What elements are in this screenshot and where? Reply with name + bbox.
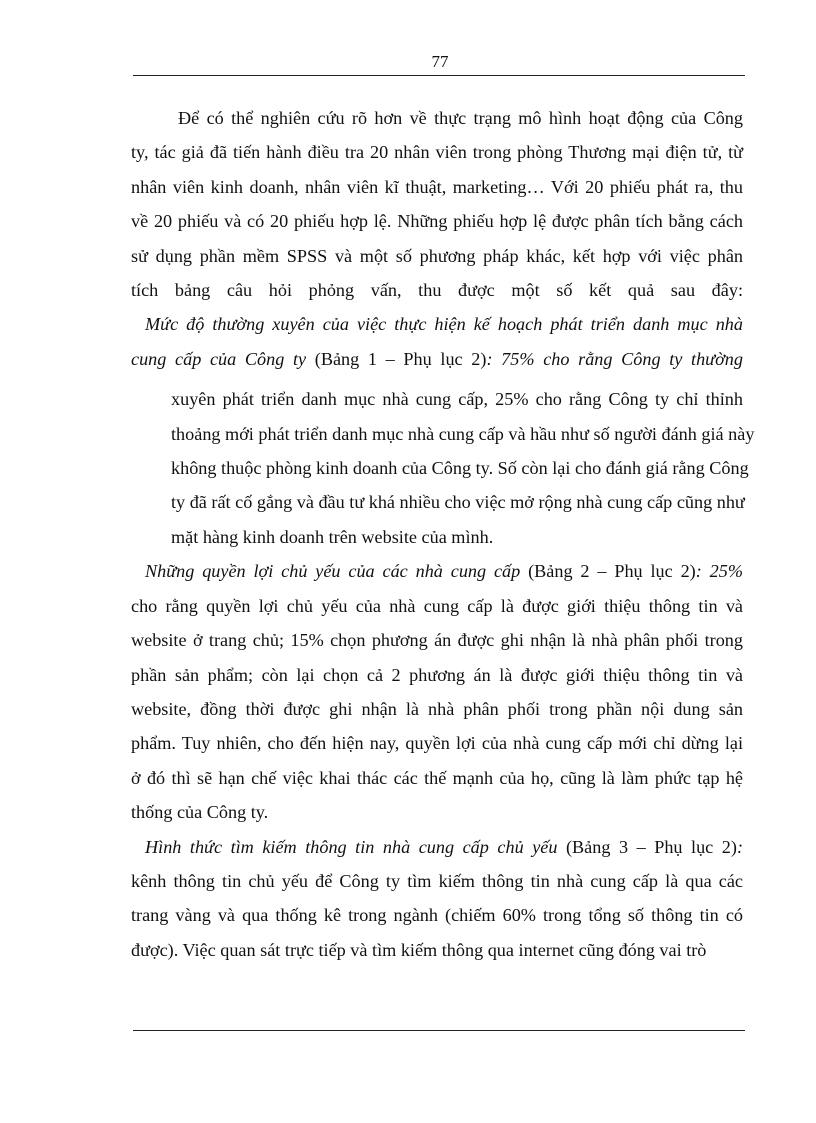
text-line: mặt hàng kinh doanh trên website của mình. (171, 526, 494, 547)
text-line: website ở trang chủ; 15% chọn phương án được ghi nhận là nhà phân phối trong (131, 630, 743, 651)
text-line: ty đã rất cố gắng và đầu tư khá nhiều cho việc mở rộng nhà cung cấp cũng như (171, 492, 745, 513)
text-line: tích bảng câu hỏi phỏng vấn, thu được một số kết quả sau đây: (131, 280, 743, 301)
text-line: không thuộc phòng kinh doanh của Công ty. Số còn lại cho đánh giá rằng Công (171, 458, 749, 479)
text-fragment: : 75% cho rằng Công ty thường (486, 348, 743, 369)
table-reference: (Bảng 2 – Phụ lục 2) (520, 561, 696, 582)
text-line: về 20 phiếu và có 20 phiếu hợp lệ. Những phiếu hợp lệ được phân tích bằng cách (131, 211, 743, 232)
text-line: ở đó thì sẽ hạn chế việc khai thác các thế mạnh của họ, cũng là làm phức tạp hệ (131, 767, 743, 788)
footer-rule (133, 1030, 745, 1031)
text-line: cho rằng quyền lợi chủ yếu của nhà cung cấp là được giới thiệu thông tin và (131, 595, 743, 616)
text-line: phần sản phẩm; còn lại chọn cả 2 phương án là được giới thiệu thông tin và (131, 664, 743, 685)
text-line: website, đồng thời được ghi nhận là nhà phân phối trong phần nội dung sản (131, 698, 743, 719)
text-line: thống của Công ty. (131, 802, 269, 823)
text-line (131, 830, 743, 864)
text-line: nhân viên kinh doanh, nhân viên kĩ thuật, marketing… Với 20 phiếu phát ra, thu (131, 176, 743, 197)
section-title: Hình thức tìm kiếm thông tin nhà cung cấp chủ yếu (145, 836, 558, 857)
text-line: thoảng mới phát triển danh mục nhà cung cấp và hầu như số người đánh giá này (171, 423, 755, 444)
text-line: được). Việc quan sát trực tiếp và tìm kiếm thông qua internet cũng đóng vai trò (131, 939, 707, 960)
text-line: xuyên phát triển danh mục nhà cung cấp, 25% cho rằng Công ty chỉ thỉnh (171, 389, 743, 410)
table-reference: (Bảng 3 – Phụ lục 2) (557, 836, 737, 857)
text-fragment: : 25% (695, 561, 743, 582)
text-line: ty, tác giả đã tiến hành điều tra 20 nhân viên trong phòng Thương mại điện tử, từ (131, 142, 743, 163)
text-line: kênh thông tin chủ yếu để Công ty tìm kiếm thông tin nhà cung cấp là qua các (131, 870, 743, 891)
text-line: sử dụng phần mềm SPSS và một số phương pháp khác, kết hợp với việc phân (131, 245, 743, 266)
table-reference: (Bảng 1 – Phụ lục 2) (306, 348, 487, 369)
header-rule (133, 75, 745, 76)
text-line (131, 554, 743, 588)
page-body (131, 101, 755, 967)
text-line (131, 342, 743, 376)
section-title: cung cấp của Công ty (131, 348, 307, 369)
page-number: 77 (431, 52, 449, 71)
text-line: trang vàng và qua thống kê trong ngành (chiếm 60% trong tổng số thông tin có (131, 905, 743, 926)
text-fragment: : (736, 836, 744, 857)
text-line: phẩm. Tuy nhiên, cho đến hiện nay, quyền lợi của nhà cung cấp mới chỉ dừng lại (131, 733, 743, 754)
text-line: Để có thể nghiên cứu rõ hơn về thực trạng mô hình hoạt động của Công (178, 108, 743, 128)
section-title: Mức độ thường xuyên của việc thực hiện kế hoạch phát triển danh mục nhà (145, 314, 743, 335)
section-title: Những quyền lợi chủ yếu của các nhà cung cấp (145, 561, 521, 582)
text-line (131, 307, 743, 341)
